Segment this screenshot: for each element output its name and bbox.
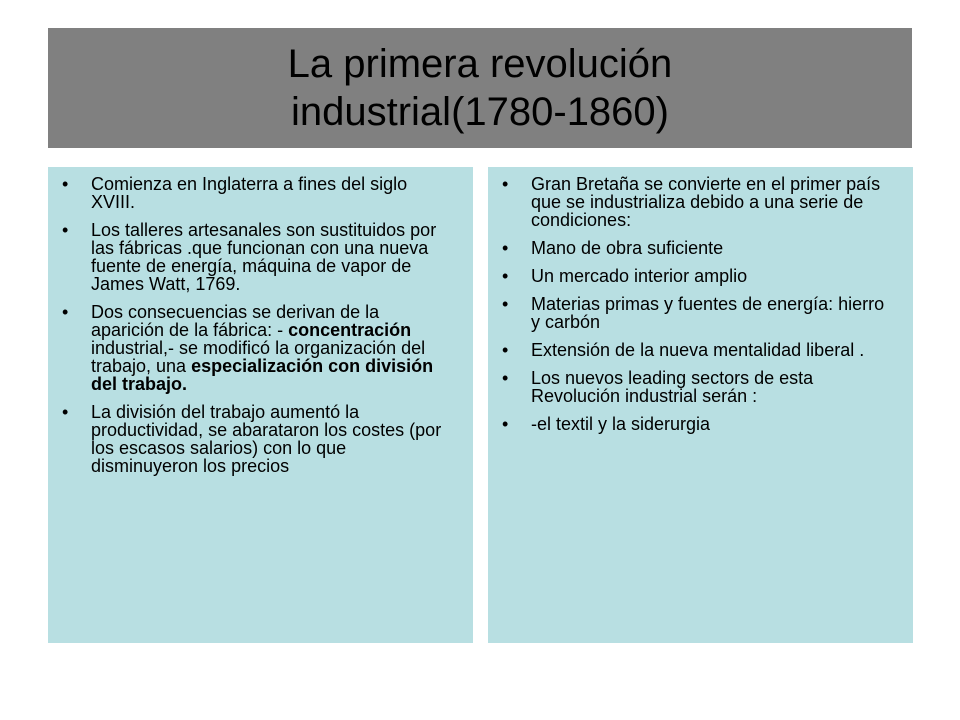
title-bar — [48, 28, 912, 148]
bullet-item — [58, 303, 455, 393]
bullet-item: • -el textil y la siderurgia — [498, 415, 895, 433]
slide-title-line-1: La primera revolución — [287, 42, 673, 86]
bullet-item: • Mano de obra suficiente — [498, 239, 895, 257]
left-column-panel — [48, 167, 473, 643]
bullet-item: • Gran Bretaña se convierte en el primer país que se industrializa debido a una serie de condiciones: — [498, 175, 895, 229]
right-bullet-list — [498, 175, 895, 433]
bullet-item: • Los talleres artesanales son sustituidos por las fábricas .que funcionan con una nueva fuente de energía, máquina de vapor de James Watt, 1769. — [58, 221, 455, 293]
bold-term-concentracion: concentración — [288, 320, 412, 340]
bullet-text: Dos consecuencias se derivan de la aparición de la fábrica: - — [91, 302, 380, 340]
bullet-item: • Comienza en Inglaterra a fines del siglo XVIII. — [58, 175, 455, 211]
bullet-item: • Los nuevos leading sectors de esta Revolución industrial serán : — [498, 369, 895, 405]
slide-title-line-2: industrial(1780-1860) — [290, 90, 669, 134]
bullet-text: industrial,- se modificó la organización del trabajo, una — [91, 338, 426, 376]
right-column-panel — [488, 167, 913, 643]
slide-title — [288, 40, 673, 136]
bullet-item: • Un mercado interior amplio — [498, 267, 895, 285]
bullet-item: • La división del trabajo aumentó la productividad, se abarataron los costes (por los escasos salarios) con lo que disminuyeron los precios — [58, 403, 455, 475]
left-bullet-list — [58, 175, 455, 475]
bullet-item: • Materias primas y fuentes de energía: hierro y carbón — [498, 295, 895, 331]
bold-term-especializacion: especialización con división del trabajo. — [91, 356, 434, 394]
bullet-item: • Extensión de la nueva mentalidad liberal . — [498, 341, 895, 359]
